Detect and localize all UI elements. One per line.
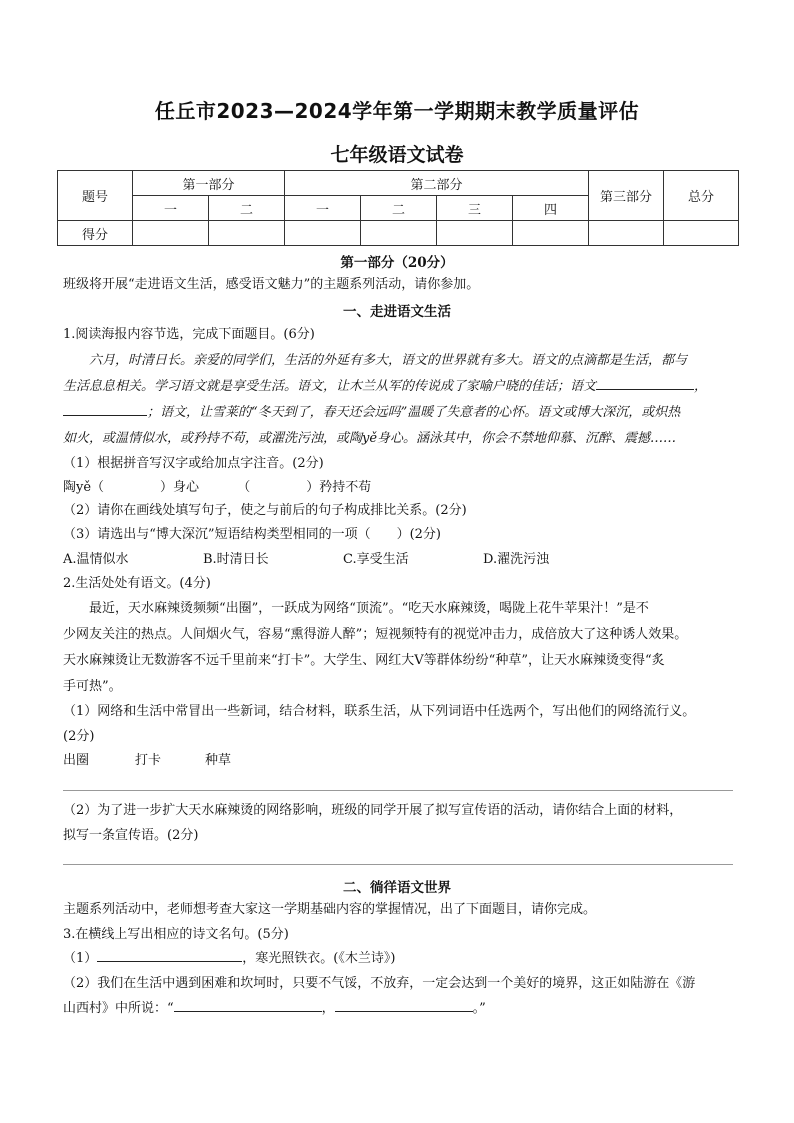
score-table-sub: 一 [133, 196, 209, 221]
section2-heading: 二、徜徉语文世界 [343, 880, 451, 896]
q1-sub3: （3）请选出与“博大深沉”短语结构类型相同的一项（ ）(2分) [63, 527, 441, 542]
word-item: 打卡 [135, 753, 162, 768]
answer-line[interactable] [63, 790, 733, 791]
score-cell[interactable] [437, 221, 513, 246]
score-table [57, 170, 739, 246]
score-table-sub: 三 [437, 196, 513, 221]
q1-passage-line: 六月，时清日长。亲爱的同学们，生活的外延有多大，语文的世界就有多大。语文的点滴都是生活，都与 [89, 353, 688, 368]
q1-passage-line [63, 402, 733, 424]
option-c[interactable]: C.享受生活 [343, 552, 409, 567]
score-cell[interactable] [209, 221, 285, 246]
q1-sub1-items: 陶yě（ ）身心 （ ）矜持不苟 [63, 480, 372, 495]
q2-sub2-cont: 拟写一条宣传语。(2分) [63, 828, 199, 843]
part1-intro: 班级将开展“走进语文生活，感受语文魅力”的主题系列活动，请你参加。 [63, 277, 480, 292]
q2-sub2: （2）为了进一步扩大天水麻辣烫的网络影响，班级的同学开展了拟写宣传语的活动，请你结合上面的材料， [63, 803, 683, 818]
score-table-sub: 一 [285, 196, 361, 221]
q2-stem: 2.生活处处有语文。(4分) [63, 576, 211, 591]
score-table-part2: 第二部分 [285, 171, 589, 196]
q3-sub1-label: （1） [63, 951, 98, 966]
score-table-part1: 第一部分 [133, 171, 285, 196]
score-table-sub: 四 [513, 196, 589, 221]
word-item: 出圈 [63, 753, 90, 768]
q3-stem: 3.在横线上写出相应的诗文名句。(5分) [63, 927, 289, 942]
score-cell[interactable] [513, 221, 589, 246]
q3-sub1 [63, 948, 733, 970]
q1-passage-line: 生活息息相关。学习语文就是享受生活。语文，让木兰从军的传说成了家喻户晓的佳话；语文 ， [63, 379, 708, 394]
sub1-item-c: ）矜持不苟 [306, 480, 372, 495]
answer-blank[interactable] [63, 403, 147, 416]
q2-passage-line: 最近，天水麻辣烫频频“出圈”，一跃成为网络“顶流”。“吃天水麻辣烫，喝陇上花牛苹果汁！”是不 [89, 601, 649, 616]
q1-passage-text: 生活息息相关。学习语文就是享受生活。语文，让木兰从军的传说成了家喻户晓的佳话；语文 [63, 379, 597, 394]
sub1-item-b: ）身心 [160, 480, 200, 495]
q2-passage-line: 手可热”。 [63, 679, 122, 694]
score-cell[interactable] [589, 221, 664, 246]
score-table-row-label: 得分 [58, 221, 133, 246]
q1-passage-text: ；语文，让雪莱的“冬天到了，春天还会远吗”温暖了失意者的心怀。语文或博大深沉，或炽热 [147, 405, 681, 420]
section2-intro: 主题系列活动中，老师想考查大家这一学期基础内容的掌握情况，出了下面题目，请你完成。 [63, 902, 597, 917]
q3-sub2-text: ， [321, 1001, 335, 1016]
q2-passage-line: 天水麻辣烫让无数游客不远千里前来“打卡”。大学生、网红大V等群体纷纷“种草”，让天水麻辣烫变得“炙 [63, 653, 665, 668]
option-a[interactable]: A.温情似水 [63, 552, 129, 567]
q3-sub2-cont [63, 998, 733, 1020]
sub1-item-a: 陶yě（ [63, 480, 105, 495]
q2-sub1: （1）网络和生活中常冒出一些新词，结合材料，联系生活，从下列词语中任选两个，写出他们的网络流行义。 [63, 704, 696, 719]
q3-sub2: （2）我们在生活中遇到困难和坎坷时，只要不气馁，不放弃，一定会达到一个美好的境界，这正如陆游在《游 [63, 976, 696, 991]
score-cell[interactable] [133, 221, 209, 246]
q3-sub2-text: 。” [472, 1001, 486, 1016]
q1-options [63, 549, 733, 571]
answer-line[interactable] [63, 864, 733, 865]
q2-sub1-score: (2分) [63, 729, 95, 744]
section1-heading: 一、走进语文生活 [343, 304, 451, 320]
q1-stem: 1.阅读海报内容节选，完成下面题目。(6分) [63, 327, 315, 342]
score-table-sub: 二 [361, 196, 437, 221]
answer-blank[interactable] [97, 949, 242, 962]
score-cell[interactable] [361, 221, 437, 246]
q2-passage-line: 少网友关注的热点。人间烟火气，容易“熏得游人醉”；短视频特有的视觉冲击力，成倍放大了这种诱人效果。 [63, 627, 688, 642]
score-cell[interactable] [664, 221, 739, 246]
q1-sub1: （1）根据拼音写汉字或给加点字注音。(2分) [63, 456, 324, 471]
q1-passage-line: 如火，或温情似水，或矜持不苟，或濯洗污浊，或陶yě身心。涵泳其中，你会不禁地仰慕、沉醉、震撼…… [63, 431, 677, 446]
q2-words [63, 750, 733, 772]
answer-blank[interactable] [174, 999, 322, 1012]
option-d[interactable]: D.濯洗污浊 [483, 552, 550, 567]
q1-sub2: （2）请你在画线处填写句子，使之与前后的句子构成排比关系。(2分) [63, 503, 467, 518]
q3-sub2-text: 山西村》中所说：“ [63, 1001, 174, 1016]
exam-subtitle: 七年级语文试卷 [330, 144, 464, 166]
option-b[interactable]: B.时清日长 [203, 552, 269, 567]
word-item: 种草 [205, 753, 232, 768]
part1-heading: 第一部分（20分） [340, 255, 454, 271]
score-table-part3: 第三部分 [589, 171, 664, 221]
score-table-sub: 二 [209, 196, 285, 221]
exam-title: 任丘市2023—2024学年第一学期期末教学质量评估 [154, 99, 640, 123]
answer-blank[interactable] [335, 999, 473, 1012]
score-table-col-label: 题号 [58, 171, 133, 221]
score-table-total: 总分 [664, 171, 739, 221]
answer-blank[interactable] [596, 377, 694, 390]
q3-sub1-text: ，寒光照铁衣。(《木兰诗》) [242, 951, 396, 966]
score-cell[interactable] [285, 221, 361, 246]
